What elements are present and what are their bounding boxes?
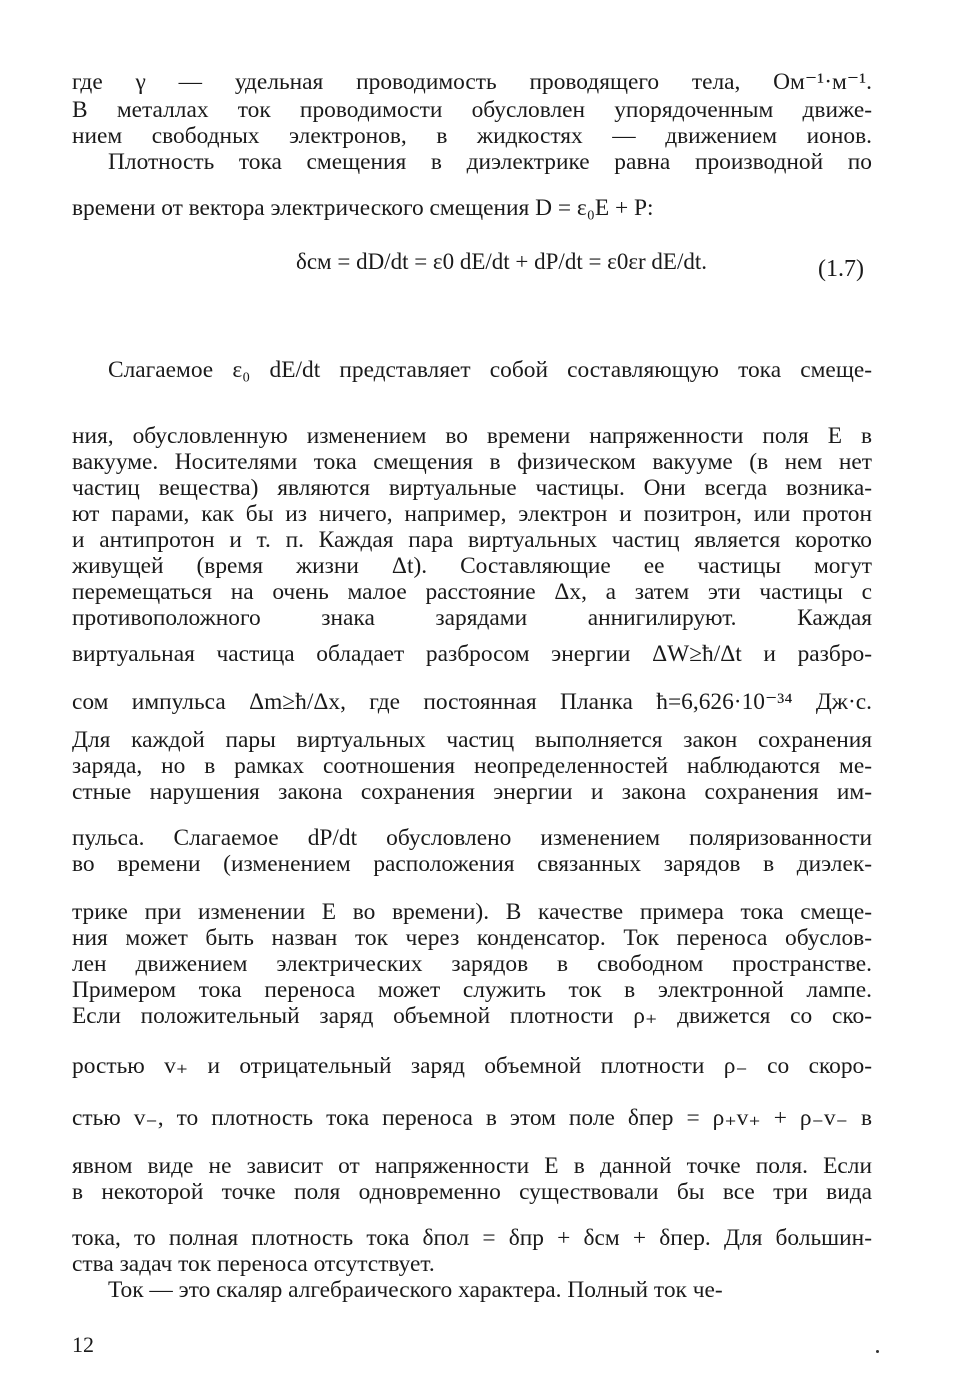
- text-line: Для каждой пары виртуальных частиц выполняется закон сохранения: [72, 727, 872, 753]
- text-line: живущей (время жизни Δt). Составляющие ее частицы могут: [72, 553, 872, 579]
- text-line: где γ — удельная проводимость проводящего тела, Ом⁻¹·м⁻¹.: [72, 69, 872, 95]
- text-line: ния, обусловленную изменением во времени напряженности поля E в: [72, 423, 872, 449]
- text-line: Ток — это скаляр алгебраического характера. Полный ток че-: [108, 1277, 723, 1303]
- text-line: явном виде не зависит от напряженности E в данной точке поля. Если: [72, 1153, 872, 1179]
- text-line: виртуальная частица обладает разбросом энергии ΔW≥ħ/Δt и разбро-: [72, 641, 872, 667]
- text-line: сом импульса Δm≥ħ/Δx, где постоянная Планка ħ=6,626·10⁻³⁴ Дж·с.: [72, 689, 872, 715]
- text-line: тока, то полная плотность тока δпол = δпр + δсм + δпер. Для большин-: [72, 1225, 872, 1251]
- scan-speck: [876, 1350, 879, 1353]
- text-line: времени от вектора электрического смещения D = ε₀E + P:: [72, 195, 654, 221]
- text-line: Если положительный заряд объемной плотности ρ₊ движется со ско-: [72, 1003, 872, 1029]
- text-line: Плотность тока смещения в диэлектрике равна производной по: [108, 149, 872, 175]
- text-line: В металлах ток проводимости обусловлен упорядоченным движе-: [72, 97, 872, 123]
- text-line: ют парами, как бы из ничего, например, электрон и позитрон, или протон: [72, 501, 872, 527]
- text-line: трике при изменении E во времени). В качестве примера тока смеще-: [72, 899, 872, 925]
- equation-number: (1.7): [818, 256, 864, 282]
- text-line: лен движением электрических зарядов в свободном пространстве.: [72, 951, 872, 977]
- equation-formula: δсм = dD/dt = ε0 dE/dt + dP/dt = ε0εr dE/dt.: [296, 249, 707, 274]
- text-line: нием свободных электронов, в жидкостях — движением ионов.: [72, 123, 872, 149]
- text-line: ства задач ток переноса отсутствует.: [72, 1251, 435, 1277]
- text-line: во времени (изменением расположения связанных зарядов в диэлек-: [72, 851, 872, 877]
- text-line: стью v₋, то плотность тока переноса в этом поле δпер = ρ₊v₊ + ρ₋v₋ в: [72, 1105, 872, 1131]
- text-line: заряда, но в рамках соотношения неопределенностей наблюдаются ме-: [72, 753, 872, 779]
- text-line: частиц вещества) являются виртуальные частицы. Они всегда возника-: [72, 475, 872, 501]
- text-line: стные нарушения закона сохранения энергии и закона сохранения им-: [72, 779, 872, 805]
- text-line: в некоторой точке поля одновременно существовали бы все три вида: [72, 1179, 872, 1205]
- text-line: ния может быть назван ток через конденсатор. Ток переноса обуслов-: [72, 925, 872, 951]
- text-line: Слагаемое ε₀ dE/dt представляет собой составляющую тока смеще-: [108, 357, 872, 383]
- page-number: 12: [72, 1332, 94, 1357]
- text-line: ростью v₊ и отрицательный заряд объемной плотности ρ₋ со скоро-: [72, 1053, 872, 1079]
- text-line: противоположного знака зарядами аннигилируют. Каждая: [72, 605, 872, 631]
- text-line: Примером тока переноса может служить ток в электронной лампе.: [72, 977, 872, 1003]
- text-line: перемещаться на очень малое расстояние Δx, а затем эти частицы с: [72, 579, 872, 605]
- text-line: вакууме. Носителями тока смещения в физическом вакууме (в нем нет: [72, 449, 872, 475]
- text-line: и антипротон и т. п. Каждая пара виртуальных частиц является коротко: [72, 527, 872, 553]
- text-line: пульса. Слагаемое dP/dt обусловлено изменением поляризованности: [72, 825, 872, 851]
